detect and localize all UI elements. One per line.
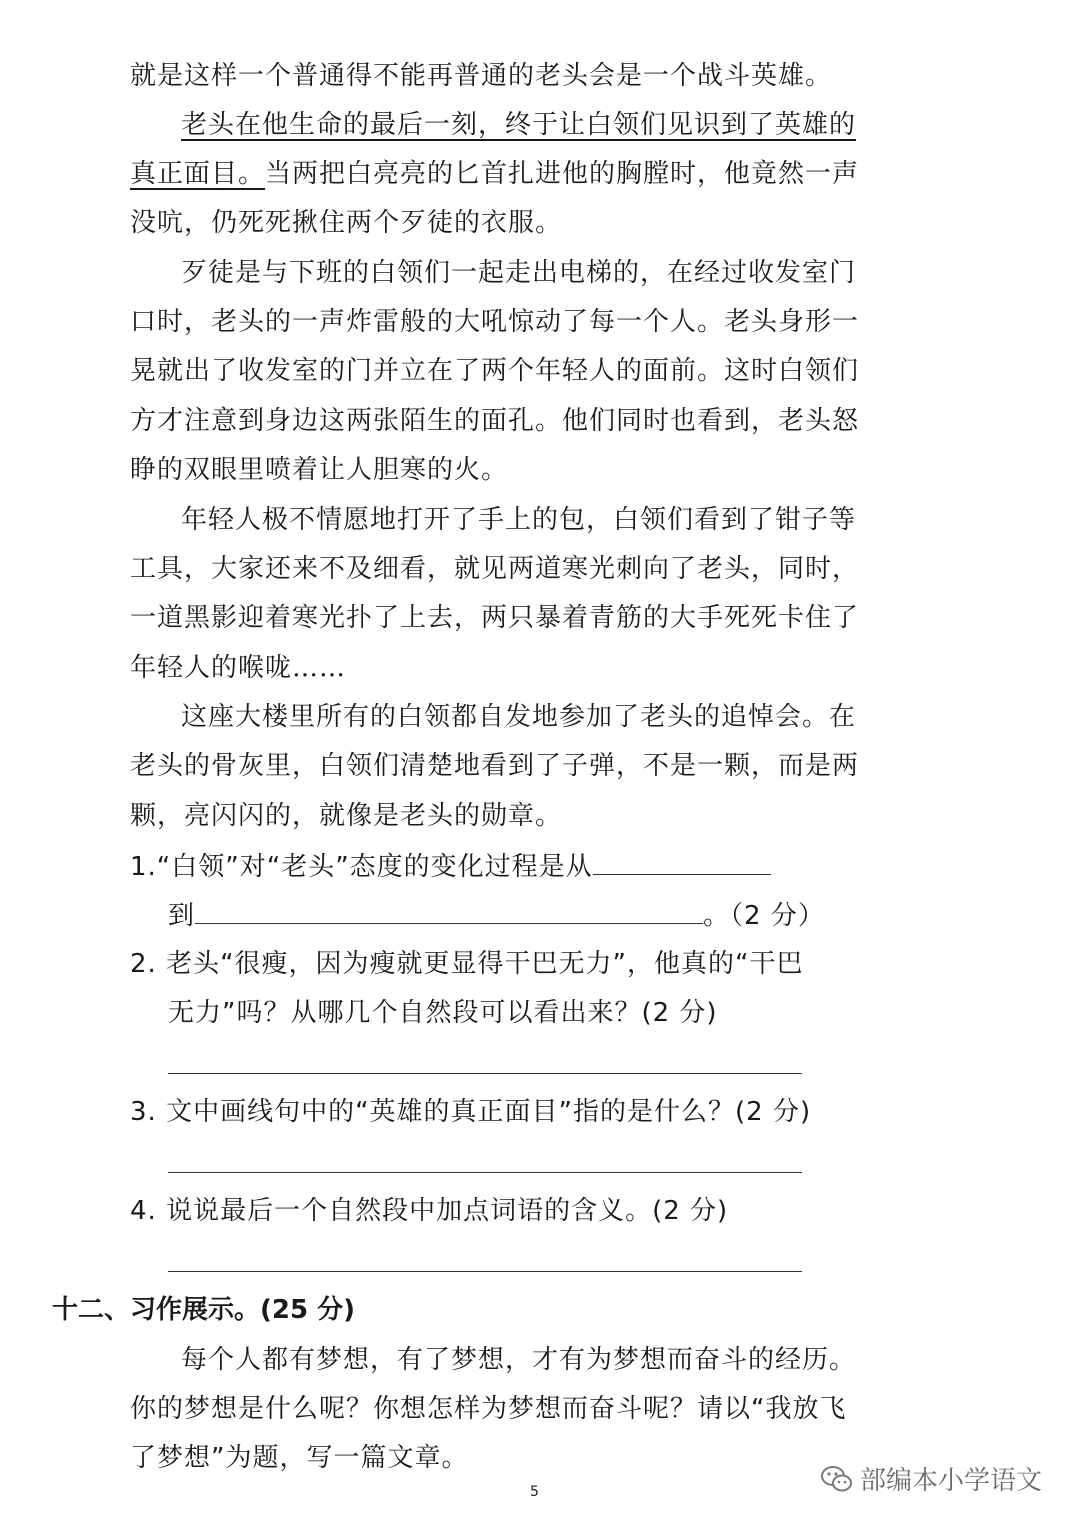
answer-line[interactable] <box>168 1271 802 1272</box>
passage-line: 歹徒是与下班的白领们一起走出电梯的，在经过收发室门 <box>181 258 857 288</box>
underlined-text: 真正面目。 <box>130 159 266 189</box>
watermark <box>820 1460 1042 1497</box>
answer-blank[interactable] <box>195 897 703 924</box>
watermark-text: 部编本小学语文 <box>860 1466 1043 1496</box>
wechat-icon <box>820 1464 854 1494</box>
passage-text: 当两把白亮亮的匕首扎进他的胸膛时，他竟然一声 <box>265 159 860 189</box>
question-3: 3. 文中画线句中的“英雄的真正面目”指的是什么？(2 分) <box>130 1097 812 1127</box>
passage-line: 晃就出了收发室的门并立在了两个年轻人的面前。这时白领们 <box>130 356 860 386</box>
passage-line: 口时，老头的一声炸雷般的大吼惊动了每一个人。老头身形一 <box>130 307 860 337</box>
section-title: 十二、习作展示。(25 分) <box>52 1295 355 1325</box>
passage-line: 一道黑影迎着寒光扑了上去，两只暴着青筋的大手死死卡住了 <box>130 603 860 633</box>
question-1-cont <box>168 897 825 933</box>
passage-line: 工具，大家还来不及细看，就见两道寒光刺向了老头，同时， <box>130 554 860 584</box>
passage-line: 方才注意到身边这两张陌生的面孔。他们同时也看到，老头怒 <box>130 406 860 436</box>
underlined-text: 老头在他生命的最后一刻，终于让白领们见识到了英雄的 <box>181 110 857 140</box>
answer-line[interactable] <box>168 1172 802 1173</box>
passage-line: 就是这样一个普通得不能再普通的老头会是一个战斗英雄。 <box>130 61 833 91</box>
question-text: 到 <box>168 901 196 931</box>
passage-line: 年轻人的喉咙…… <box>130 653 347 683</box>
passage-line: 颗，亮闪闪的，就像是老头的勋章。 <box>130 801 563 831</box>
question-1 <box>130 848 771 884</box>
question-4: 4. 说说最后一个自然段中加点词语的含义。(2 分) <box>130 1196 729 1226</box>
question-score: 。（2 分） <box>703 901 825 931</box>
passage-line: 年轻人极不情愿地打开了手上的包，白领们看到了钳子等 <box>181 505 857 535</box>
question-text: 1.“白领”对“老头”态度的变化过程是从 <box>130 852 593 882</box>
underlined-sentence <box>181 108 856 142</box>
prompt-line: 你的梦想是什么呢？你想怎样为梦想而奋斗呢？请以“我放飞 <box>130 1394 847 1424</box>
passage-line <box>130 157 859 191</box>
page-number: 5 <box>530 1484 539 1500</box>
question-2-cont: 无力”吗？从哪几个自然段可以看出来？(2 分) <box>168 998 718 1028</box>
passage-line: 睁的双眼里喷着让人胆寒的火。 <box>130 455 509 485</box>
question-2: 2. 老头“很瘦，因为瘦就更显得干巴无力”，他真的“干巴 <box>130 949 804 979</box>
answer-line[interactable] <box>168 1073 802 1074</box>
answer-blank[interactable] <box>593 848 771 875</box>
prompt-line: 每个人都有梦想，有了梦想，才有为梦想而奋斗的经历。 <box>181 1345 857 1375</box>
passage-line: 老头的骨灰里，白领们清楚地看到了子弹，不是一颗，而是两 <box>130 751 860 781</box>
passage-line: 没吭，仍死死揪住两个歹徒的衣服。 <box>130 208 563 238</box>
passage-line: 这座大楼里所有的白领都自发地参加了老头的追悼会。在 <box>181 702 857 732</box>
prompt-line: 了梦想”为题，写一篇文章。 <box>130 1443 469 1473</box>
